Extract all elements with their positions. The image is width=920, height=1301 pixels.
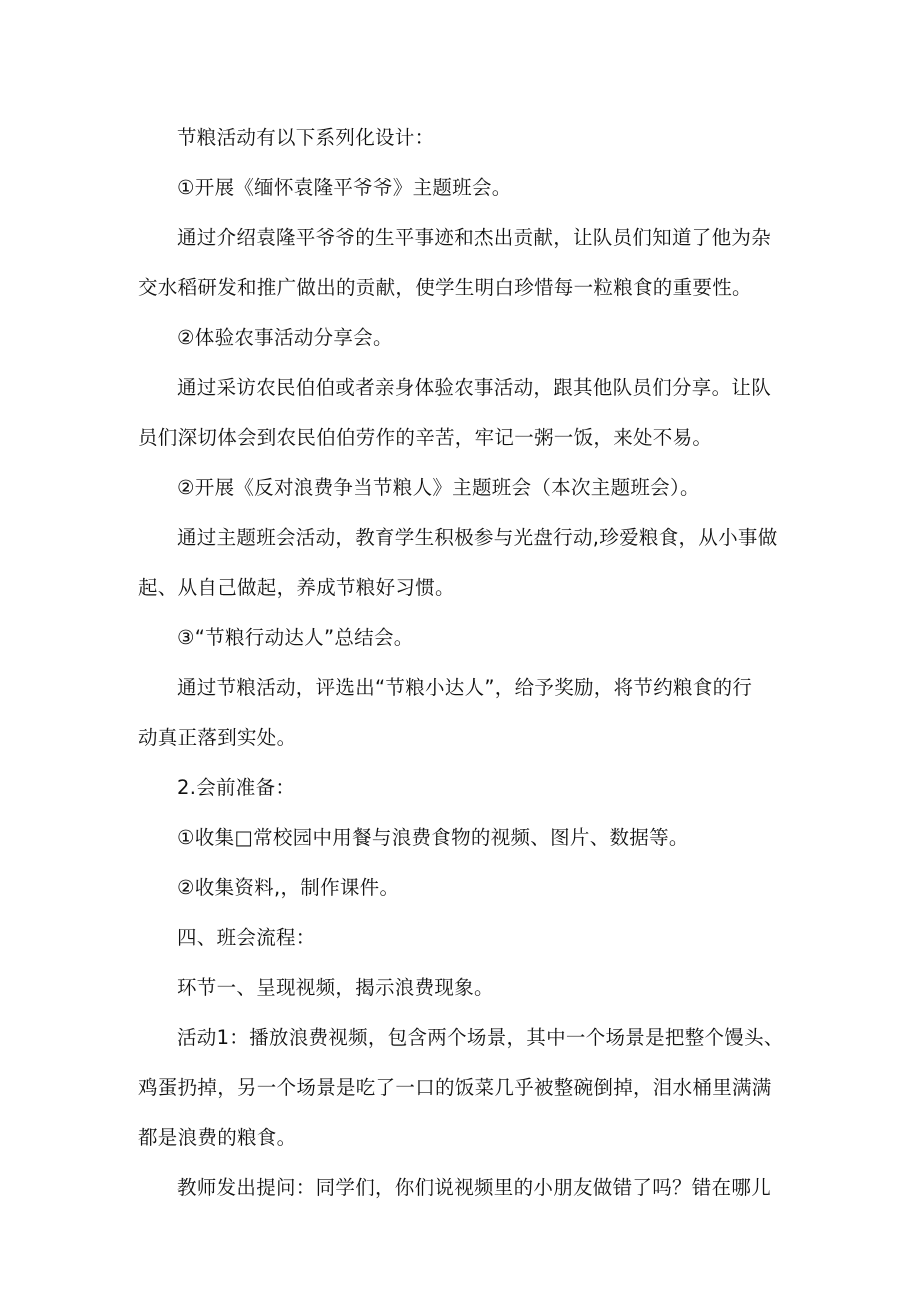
text-line: 员们深切体会到农民伯伯劳作的辛苦，牢记一粥一饭，来处不易。: [138, 426, 713, 449]
paragraph-teacher-question: [138, 1163, 788, 1213]
text-line: ①开展《缅怀袁隆平爷爷》主题班会。: [177, 176, 512, 199]
text-line: 通过采访农民伯伯或者亲身体验农事活动，跟其他队员们分享。让队: [177, 376, 772, 399]
paragraph-anti-waste-detail: [138, 513, 788, 613]
paragraph-summary-detail: [138, 663, 788, 763]
paragraph-preparation-item-1: [138, 813, 788, 863]
document-body: [138, 113, 788, 1213]
text-line: 起、从自己做起，养成节粮好习惯。: [138, 576, 455, 599]
paragraph-preparation-heading: [138, 763, 788, 813]
text-line: 交水稻研发和推广做出的贡献，使学生明白珍惜每一粒粮食的重要性。: [138, 276, 752, 299]
text-line: ②开展《反对浪费争当节粮人》主题班会（本次主题班会）。: [177, 476, 700, 499]
text-line: 教师发出提问：同学们，你们说视频里的小朋友做错了吗？错在哪儿: [177, 1176, 772, 1199]
text-line: 都是浪费的粮食。: [138, 1126, 297, 1149]
text-line: 2.会前准备：: [177, 776, 296, 799]
paragraph-item-anti-waste: [138, 463, 788, 513]
text-line: ②收集资料,，制作课件。: [177, 876, 400, 899]
text-line: ②体验农事活动分享会。: [177, 326, 393, 349]
paragraph-process-heading: [138, 913, 788, 963]
text-line: 鸡蛋扔掉，另一个场景是吃了一口的饭菜几乎被整碗倒掉，泪水桶里满满: [138, 1076, 772, 1099]
paragraph-item-yuan-longping: [138, 163, 788, 213]
paragraph-yuan-longping-detail: [138, 213, 788, 313]
text-line: 四、班会流程：: [177, 926, 316, 949]
text-line: 活动1：播放浪费视频，包含两个场景，其中一个场景是把整个馒头、: [177, 1026, 784, 1049]
text-line: ③“节粮行动达人”总结会。: [177, 626, 414, 649]
text-line: 通过主题班会活动，教育学生积极参与光盘行动,珍爱粮食，从小事做: [177, 526, 778, 549]
text-line: 通过节粮活动，评选出“节粮小达人”，给予奖励，将节约粮食的行: [177, 676, 753, 699]
paragraph-section-one: [138, 963, 788, 1013]
text-line: 通过介绍袁隆平爷爷的生平事迹和杰出贡献，让队员们知道了他为杂: [177, 226, 772, 249]
text-line: 环节一、呈现视频，揭示浪费现象。: [177, 976, 494, 999]
paragraph-item-summary: [138, 613, 788, 663]
text-line: 节粮活动有以下系列化设计：: [177, 126, 435, 149]
paragraph-activity-one: [138, 1013, 788, 1163]
paragraph-design-intro: [138, 113, 788, 163]
paragraph-farming-detail: [138, 363, 788, 463]
paragraph-preparation-item-2: [138, 863, 788, 913]
text-line: ①收集□常校园中用餐与浪费食物的视频、图片、数据等。: [177, 826, 689, 849]
paragraph-item-farming: [138, 313, 788, 363]
text-line: 动真正落到实处。: [138, 726, 297, 749]
